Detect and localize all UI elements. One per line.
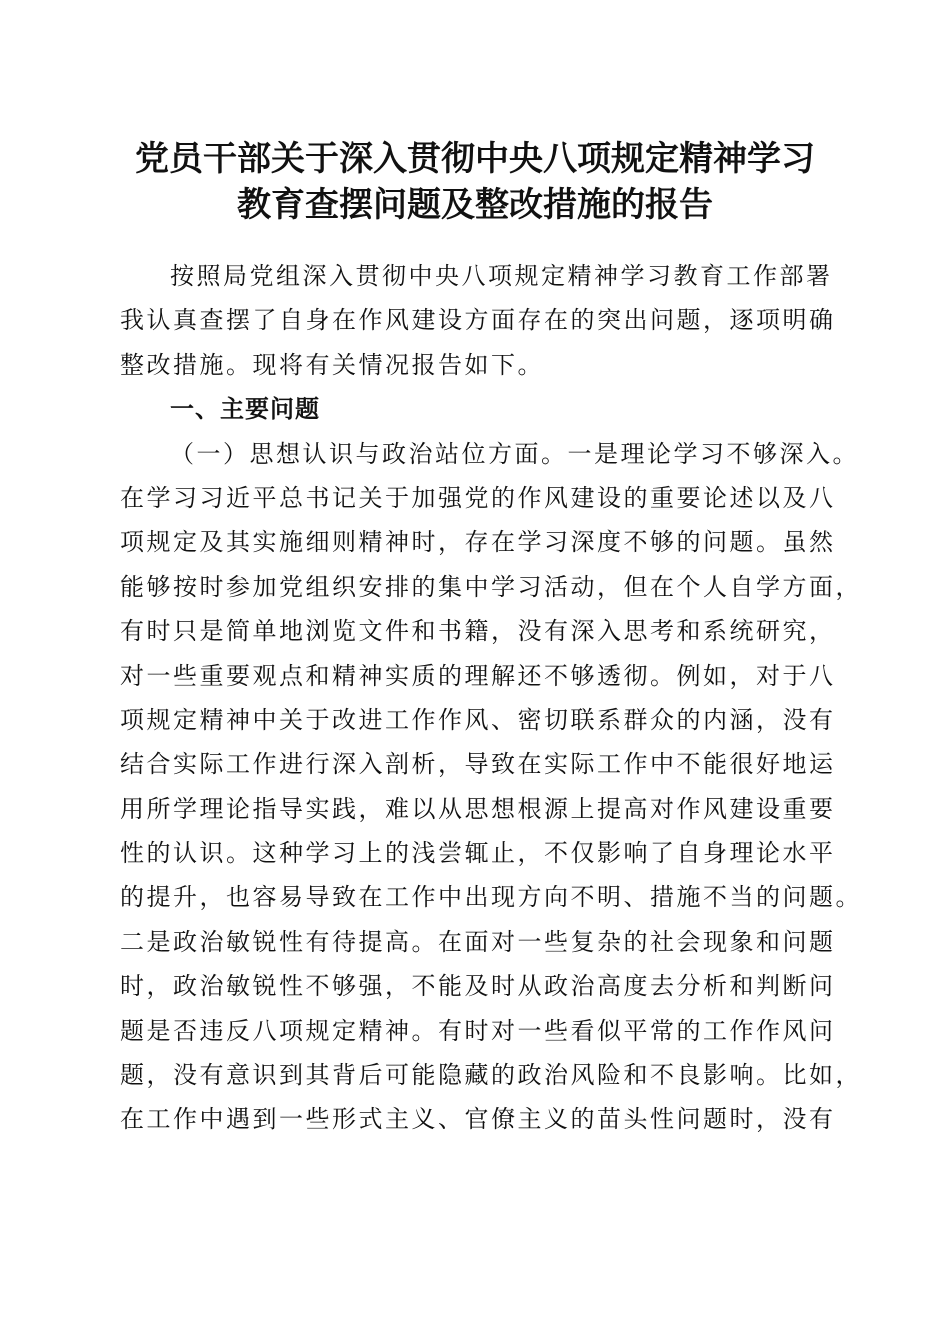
body-line-7: 项规定精神中关于改进工作作风、密切联系群众的内涵，没有 xyxy=(120,705,836,734)
body-line-5: 有时只是简单地浏览文件和书籍，没有深入思考和系统研究， xyxy=(120,617,836,646)
body-line-16: 在工作中遇到一些形式主义、官僚主义的苗头性问题时，没有 xyxy=(120,1105,836,1134)
body-line-3: 项规定及其实施细则精神时，存在学习深度不够的问题。虽然 xyxy=(120,528,836,557)
section-one-heading: 一、主要问题 xyxy=(170,395,320,424)
body-line-13: 时，政治敏锐性不够强，不能及时从政治高度去分析和判断问 xyxy=(120,972,836,1001)
body-line-12: 二是政治敏锐性有待提高。在面对一些复杂的社会现象和问题 xyxy=(120,927,836,956)
intro-line-3: 整改措施。现将有关情况报告如下。 xyxy=(120,350,544,379)
document-body xyxy=(120,254,862,1142)
intro-line-1: 按照局党组深入贯彻中央八项规定精神学习教育工作部署 xyxy=(170,262,833,290)
title-line-1: 党员干部关于深入贯彻中央八项规定精神学习 xyxy=(135,139,815,179)
body-line-9: 用所学理论指导实践，难以从思想根源上提高对作风建设重要 xyxy=(120,794,836,823)
body-line-6: 对一些重要观点和精神实质的理解还不够透彻。例如，对于八 xyxy=(120,661,836,690)
intro-line-2: 我认真查摆了自身在作风建设方面存在的突出问题，逐项明确 xyxy=(120,306,836,335)
document-title xyxy=(110,136,840,228)
body-line-10: 性的认识。这种学习上的浅尝辄止，不仅影响了自身理论水平 xyxy=(120,839,836,868)
body-line-14: 题是否违反八项规定精神。有时对一些看似平常的工作作风问 xyxy=(120,1016,836,1045)
body-line-15: 题，没有意识到其背后可能隐藏的政治风险和不良影响。比如， xyxy=(120,1061,862,1090)
body-line-11: 的提升，也容易导致在工作中出现方向不明、措施不当的问题。 xyxy=(120,883,862,912)
body-line-8: 结合实际工作进行深入剖析，导致在实际工作中不能很好地运 xyxy=(120,750,836,779)
body-line-2: 在学习习近平总书记关于加强党的作风建设的重要论述以及八 xyxy=(120,483,836,512)
body-line-1: （一）思想认识与政治站位方面。一是理论学习不够深入。 xyxy=(170,439,859,468)
title-line-2: 教育查摆问题及整改措施的报告 xyxy=(237,185,713,225)
body-line-4: 能够按时参加党组织安排的集中学习活动，但在个人自学方面， xyxy=(120,572,862,601)
